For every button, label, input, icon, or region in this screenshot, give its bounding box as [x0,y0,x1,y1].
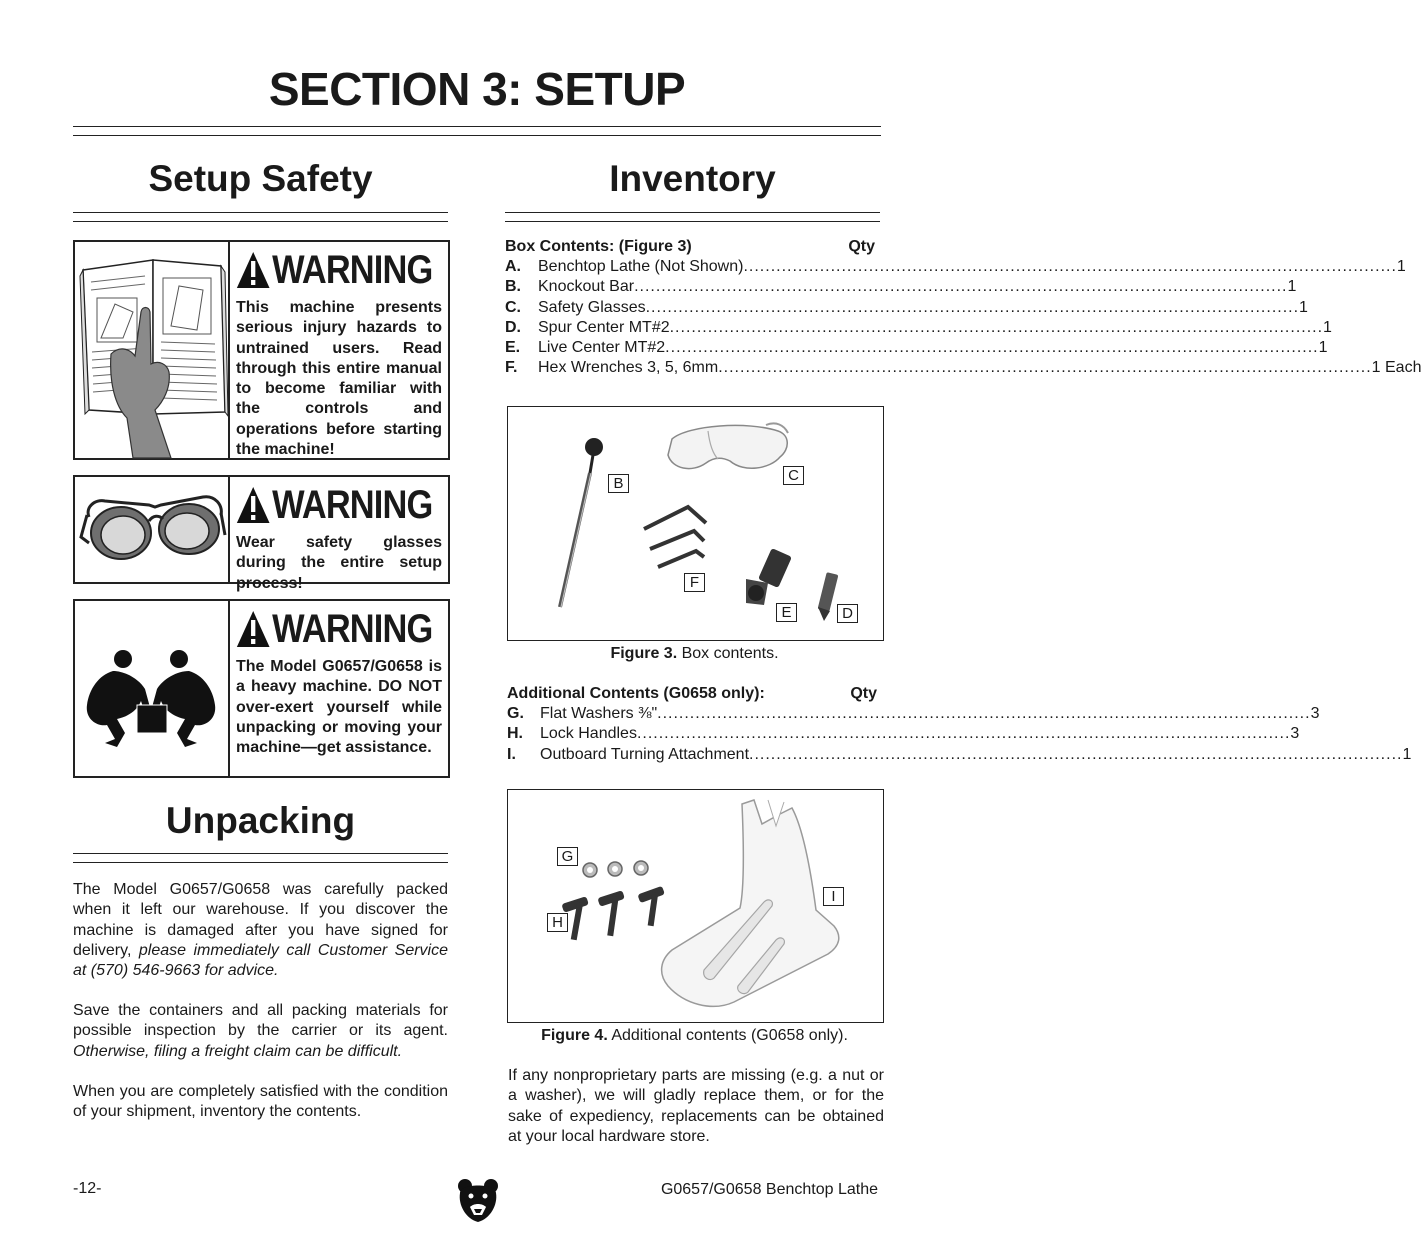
figure-4-caption [507,1027,882,1045]
box-contents-rows [505,257,1421,379]
warning-triangle-icon [236,486,270,524]
item-qty: 1 [1323,318,1332,336]
two-person-lift-illustration [75,601,230,776]
item-name: Spur Center MT#2 [538,318,670,336]
unpacking-paragraph-3: When you are completely satisfied with the condition of your shipment, inventory the contents. [73,1083,448,1121]
inventory-item [507,745,1412,765]
unpacking-paragraph-2 [73,1001,448,1062]
model-label: G0657/G0658 Benchtop Lathe [660,1181,878,1198]
unpacking-paragraph-1 [73,880,448,981]
unpacking-p2-text: Save the containers and all packing materials for possible inspection by the carrier or its agent. [73,1002,448,1040]
warning-label [236,606,433,651]
additional-contents-list [507,685,1412,765]
item-qty: 3 [1310,705,1320,722]
item-name: Safety Glasses [538,298,646,316]
figure-3 [507,406,884,641]
inventory-item [505,358,1421,378]
item-qty: 1 [1318,339,1328,357]
item-leader-dots: ........................................................................................................................ [743,258,1397,275]
warning-label [236,482,433,527]
additional-contents-photo [508,790,883,1022]
item-letter: E. [505,339,521,357]
warning-label-text: WARNING [272,606,433,651]
warning-triangle-icon [236,610,270,648]
figure-3-caption-label: Figure 3. [610,645,678,662]
warning-label-text: WARNING [272,482,433,527]
section-title: SECTION 3: SETUP [268,63,686,115]
item-letter: D. [505,318,521,336]
missing-parts-note: If any nonproprietary parts are missing (e.g. a nut or a washer), we will gladly replace them, or for the sake of expediency, replacements can be obtained at your local hardware store. [508,1067,884,1145]
figure-3-caption-text: Box contents. [677,645,779,662]
item-name: Benchtop Lathe (Not Shown) [538,258,744,275]
item-name: Knockout Bar [538,278,635,296]
item-leader-dots: ........................................................................................................................ [645,298,1300,316]
item-qty: 1 [1396,258,1406,275]
item-letter: G. [507,705,524,722]
figure-4-caption-label: Figure 4. [541,1027,608,1044]
unpacking-rule [73,853,448,863]
callout-c: C [783,466,804,485]
box-contents-list [505,238,1421,379]
item-letter: B. [505,278,521,296]
callout-b: B [608,474,629,493]
qty-header: Qty [848,238,875,255]
item-name: Live Center MT#2 [538,339,666,357]
warning-label [236,247,433,292]
item-leader-dots: ........................................................................................................................ [669,318,1324,336]
item-qty: 1 [1299,298,1308,316]
item-name: Outboard Turning Attachment [540,745,750,763]
inventory-heading: Inventory [609,158,776,199]
inventory-item [507,704,1320,724]
item-letter: A. [505,258,521,275]
item-name: Hex Wrenches 3, 5, 6mm [538,359,719,377]
inventory-item [505,257,1406,277]
warning-box-glasses [73,475,450,592]
warning-text: This machine presents serious injury hazards to untrained users. Read through this entire manual to become familiar with the controls and operations before starting the machine! [236,299,442,459]
callout-i: I [823,887,844,906]
item-qty: 1 [1402,745,1412,763]
warning-box-manual [73,240,450,460]
item-letter: C. [505,298,521,316]
qty-header: Qty [850,685,877,702]
safety-glasses-illustration [75,477,230,582]
item-leader-dots: ........................................................................................................................ [657,705,1311,722]
item-qty: 1 [1287,278,1297,296]
item-name: Lock Handles [540,725,637,743]
figure-4-caption-text: Additional contents (G0658 only). [607,1027,848,1044]
warning-text: The Model G0657/G0658 is a heavy machine. DO NOT over-exert yourself while unpacking or moving your machine—get assistance. [236,658,442,757]
item-letter: H. [507,725,523,743]
item-leader-dots: ........................................................................................................................ [665,339,1319,357]
box-contents-label: Box Contents: (Figure 3) [505,238,692,255]
item-letter: I. [507,745,516,763]
item-leader-dots: ........................................................................................................................ [636,725,1291,743]
inventory-item [505,277,1297,297]
setup-safety-heading: Setup Safety [148,158,373,199]
warning-triangle-icon [236,251,270,289]
callout-g: G [557,847,578,866]
section-rule [73,126,881,136]
item-letter: F. [505,359,518,377]
unpacking-p2-italic: Otherwise, filing a freight claim can be difficult. [73,1042,403,1060]
item-leader-dots: ........................................................................................................................ [634,278,1288,296]
inventory-item [505,298,1308,318]
additional-contents-rows [507,704,1412,765]
figure-3-caption [507,645,882,663]
item-name: Flat Washers ⅜" [540,705,658,722]
warning-box-heavy [73,599,450,778]
callout-h: H [547,913,568,932]
item-leader-dots: ........................................................................................................................ [749,745,1403,763]
unpacking-p1-italic: please immediately call Customer Service at (570) 546-9663 for advice. [73,941,448,980]
item-qty: 1 Each [1371,359,1421,377]
unpacking-p1-text: The Model G0657/G0658 was carefully packed when it left our warehouse. If you discover the machine is damaged after you have signed for delivery, [73,881,448,959]
box-contents-header [505,238,875,256]
unpacking-heading: Unpacking [165,800,356,841]
callout-d: D [837,604,858,623]
grizzly-bear-logo [456,1177,500,1223]
item-leader-dots: ........................................................................................................................ [718,359,1372,377]
callout-e: E [776,603,797,622]
item-qty: 3 [1290,725,1300,743]
inventory-item [505,318,1332,338]
reading-manual-illustration [75,242,230,458]
figure-4 [507,789,884,1023]
additional-contents-label: Additional Contents (G0658 only): [507,685,765,702]
page-number: -12- [73,1180,102,1197]
additional-contents-header [507,685,877,703]
inventory-rule [505,212,880,222]
setup-safety-rule [73,212,448,222]
warning-text: Wear safety glasses during the entire setup process! [236,534,442,592]
inventory-item [505,338,1328,358]
warning-label-text: WARNING [272,247,433,292]
box-contents-photo [508,407,883,640]
callout-f: F [684,573,705,592]
inventory-item [507,724,1300,744]
